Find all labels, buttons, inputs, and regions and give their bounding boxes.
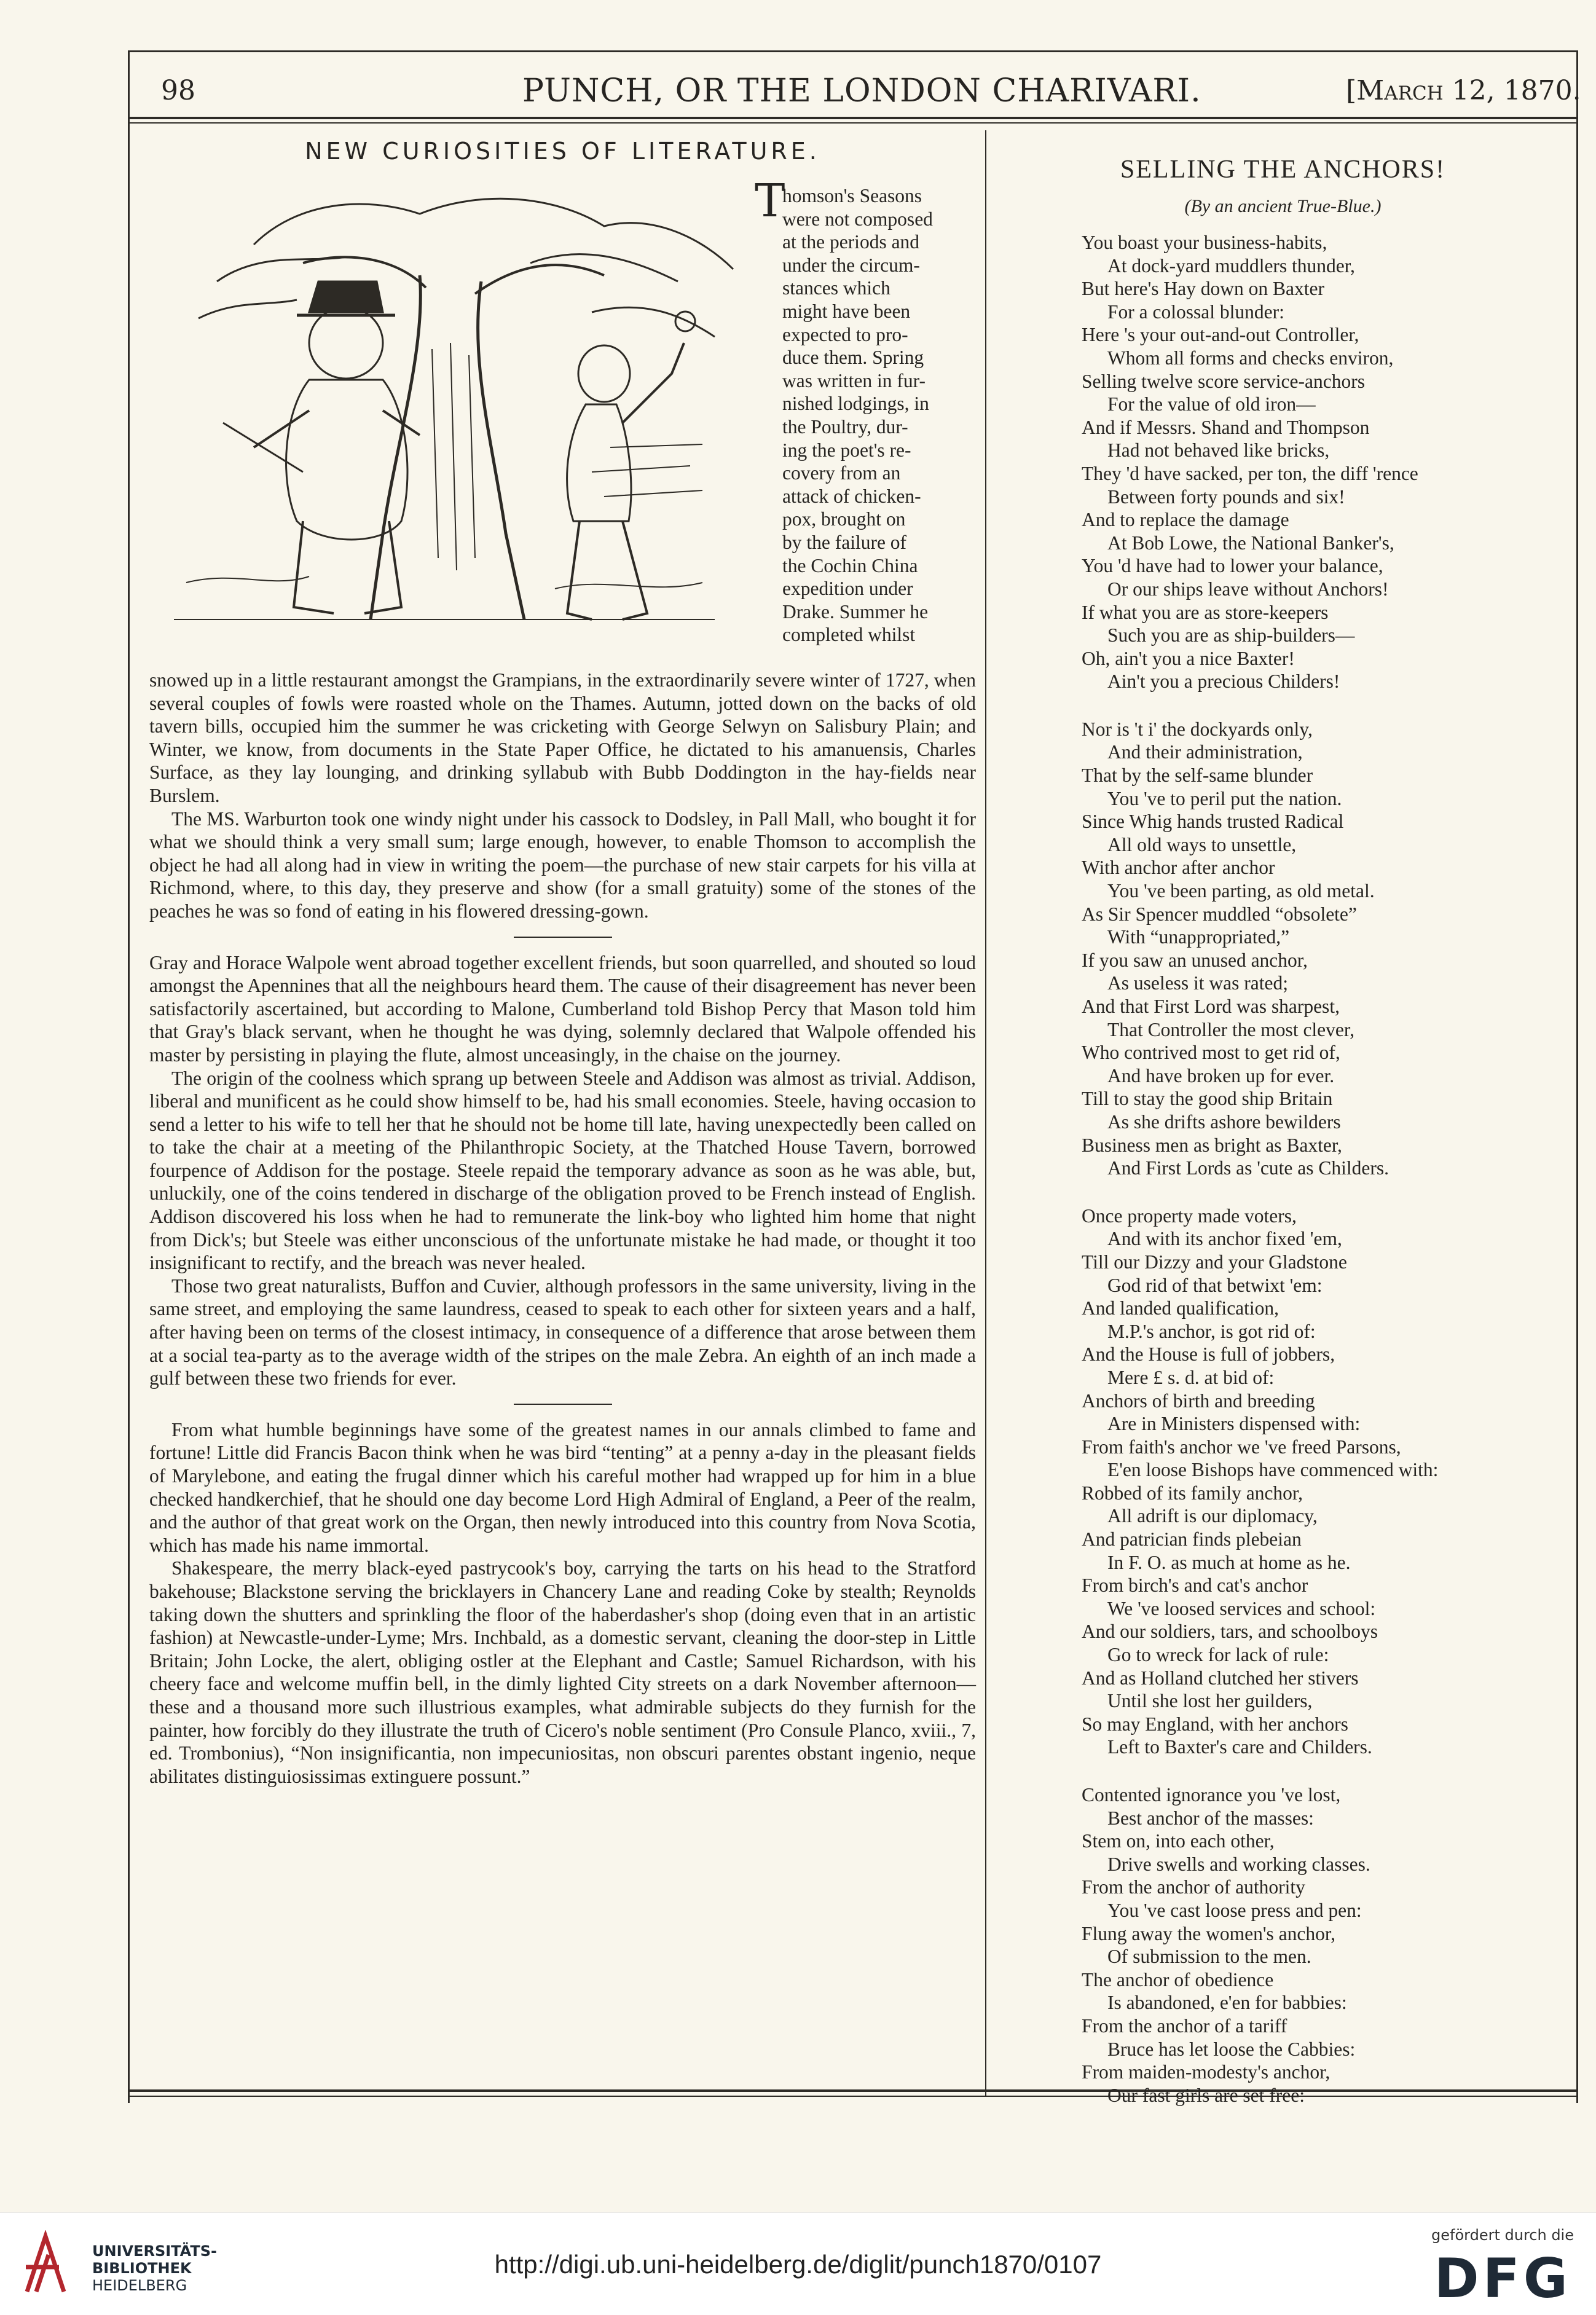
poem-line: You 've cast loose press and pen: — [1107, 1899, 1362, 1921]
poem-line: From the anchor of authority — [1082, 1876, 1305, 1898]
poem-line: From faith's anchor we 've freed Parsons, — [1082, 1436, 1401, 1458]
header-underline-thick — [128, 117, 1578, 119]
funded-by-label: gefördert durch die — [1431, 2227, 1574, 2244]
poem-line: And if Messrs. Shand and Thompson — [1082, 416, 1370, 438]
poem-line: Till our Dizzy and your Gladstone — [1082, 1251, 1347, 1273]
poem-stanza — [1082, 1205, 1567, 1759]
dfg-logo: DFG — [1434, 2247, 1571, 2310]
poem-line: And landed qualification, — [1082, 1297, 1280, 1319]
poem-line: From the anchor of a tariff — [1082, 2014, 1287, 2037]
stanza-gap — [1082, 1180, 1567, 1205]
poem-line: That Controller the most clever, — [1107, 1018, 1354, 1040]
poem-line: At Bob Lowe, the National Banker's, — [1107, 532, 1394, 554]
wrap-line: attack of chicken- — [782, 485, 921, 507]
poem-line: At dock-yard muddlers thunder, — [1107, 254, 1355, 277]
poem-line: Till to stay the good ship Britain — [1082, 1088, 1333, 1110]
poem-line: M.P.'s anchor, is got rid of: — [1107, 1320, 1316, 1342]
poem-line: Our fast girls are set free: — [1107, 2084, 1305, 2106]
poem-line: Anchors of birth and breeding — [1082, 1389, 1315, 1412]
poem-line: Oh, ain't you a nice Baxter! — [1082, 647, 1295, 669]
poem-line: Is abandoned, e'en for babbies: — [1107, 1992, 1347, 2014]
poem-line: If what you are as store-keepers — [1082, 601, 1329, 623]
wrap-line: duce them. Spring — [782, 347, 924, 369]
poem-line: You 've to peril put the nation. — [1107, 787, 1342, 809]
poem-line: Of submission to the men. — [1107, 1946, 1311, 1968]
paragraph: The origin of the coolness which sprang up between Steele and Addison was almost as trivial. Addison, liberal and munificent as he could show himself to be, had his small economies. Steele, having occasion to send a letter to his wife to tell her that he should not be home till late, having unexpectedly been called on to take the chair at a meeting of the Philanthropic Society, at the Thatched House Tavern, borrowed fourpence of Addison for the postage. Steele repaid the temporary advance as soon as he was able, but, unluckily, one of the coins tendered in discharge of the obligation proved to be French instead of English. Addison discovered his loss when he had to remunerate the link-boy who lighted him home that night from Dick's; but Steele was either unconscious of the unfortunate mistake he had made, or thought it too insignificant to rectify, and the breach was never healed. — [149, 1067, 976, 1274]
poem-line: As she drifts ashore bewilders — [1107, 1110, 1341, 1133]
paragraph: Shakespeare, the merry black-eyed pastrycook's boy, carrying the tarts on his head to the Stratford bakehouse; Blackstone serving the bricklayers in Chancery Lane and reading Coke by stealth; Reynolds taking down the shutters and sprinkling the floor of the haberdasher's shop (doing even that in an artistic fashion) at Newcastle-under-Lyme; Mrs. Inchbald, as a domestic servant, cleaning the door-step in Little Britain; John Locke, the alert, obliging ostler at the Elephant and Castle; Samuel Richardson, with his cheery face and welcome muffin bell, in the dimly lighted City streets on a dark November afternoon—these and a thousand more such illustrious examples, what admirable subjects do they furnish for the painter, how forcibly do they illustrate the truth of Cicero's noble sentiment (Pro Consule Planco, xviii., 7, ed. Trombonius), “Non insignificantia, non impecuniositas, non obscuri parentes obstant ingenio, neque abilitates distinguiosissimas extinguere possunt.” — [149, 1557, 976, 1787]
poem-line: Until she lost her guilders, — [1107, 1690, 1313, 1712]
wrap-line: expedition under — [782, 578, 913, 600]
poem-line: And have broken up for ever. — [1107, 1064, 1335, 1087]
poem-line: Left to Baxter's care and Childers. — [1107, 1736, 1372, 1758]
poem-line: All old ways to unsettle, — [1107, 833, 1297, 855]
wrap-line: might have been — [782, 300, 911, 322]
poem-line: Ain't you a precious Childers! — [1107, 670, 1340, 693]
journal-title: PUNCH, OR THE LONDON CHARIVARI. — [522, 73, 1201, 109]
poem-line: They 'd have sacked, per ton, the diff 'rence — [1082, 462, 1418, 484]
wrap-line: expected to pro- — [782, 323, 908, 345]
poem-stanzas — [999, 231, 1567, 2107]
paragraph: From what humble beginnings have some of the greatest names in our annals climbed to fame and fortune! Little did Francis Bacon think when he was bird “tenting” at a penny a-day in the pleasant fields of Marylebone, and eating the frugal dinner which his careful mother had wrapped up for him in a blue checked handkerchief, that he should one day become Lord High Admiral of England, a Peer of the realm, and the author of that great work on the Organ, then newly introduced into this country from Nova Scotia, which has made his name immortal. — [149, 1418, 976, 1556]
poem-line: If you saw an unused anchor, — [1082, 949, 1308, 971]
issue-date: [March 12, 1870. — [1346, 75, 1581, 106]
paragraph: Gray and Horace Walpole went abroad together excellent friends, but soon quarrelled, and shouted so loud amongst the Apennines that all the neighbours heard them. The cause of their disagreement has never been satisfactorily ascertained, but according to Malone, Cumberland told Bishop Percy that Mason told him that Gray's black servant, when he thought he was dying, solemnly declared that Walpole offended his master by persisting in playing the flute, almost unceasingly, in the chaise on the journey. — [149, 951, 976, 1066]
poem-line: Are in Ministers dispensed with: — [1107, 1413, 1361, 1435]
poem-line: For a colossal blunder: — [1107, 301, 1284, 323]
wrap-line: was written in fur- — [782, 369, 926, 391]
poem-line: Stem on, into each other, — [1082, 1830, 1275, 1852]
poem-line: The anchor of obedience — [1082, 1968, 1274, 1991]
wrap-line: the Poultry, dur- — [782, 415, 908, 438]
poem-line: Here 's your out-and-out Controller, — [1082, 324, 1359, 346]
poem-line: You 've been parting, as old metal. — [1107, 880, 1375, 902]
poem-line: And our soldiers, tars, and schoolboys — [1082, 1621, 1378, 1643]
poem-line: And as Holland clutched her stivers — [1082, 1667, 1359, 1689]
section-divider — [514, 1404, 612, 1405]
poem-line: So may England, with her anchors — [1082, 1713, 1348, 1735]
poem-line: E'en loose Bishops have commenced with: — [1107, 1459, 1439, 1481]
library-name-line2: BIBLIOTHEK — [92, 2260, 192, 2277]
left-border-rule — [128, 50, 130, 2103]
poem-subtitle: (By an ancient True-Blue.) — [1184, 196, 1382, 216]
wrap-line: pox, brought on — [782, 508, 906, 530]
wrap-line: Drake. Summer he — [782, 600, 929, 623]
right-column — [999, 136, 1567, 2107]
wrap-line: completed whilst — [782, 624, 916, 646]
library-name-line1: UNIVERSITÄTS- — [92, 2242, 218, 2260]
poem-line: Robbed of its family anchor, — [1082, 1482, 1303, 1504]
library-name-line3: HEIDELBERG — [92, 2277, 187, 2294]
poem-line: Go to wreck for lack of rule: — [1107, 1644, 1329, 1666]
poem-line: Once property made voters, — [1082, 1205, 1297, 1227]
opening-block — [149, 175, 976, 669]
poem-line: We 've loosed services and school: — [1107, 1597, 1376, 1619]
poem-line: In F. O. as much at home as he. — [1107, 1551, 1351, 1573]
poem-line: You boast your business-habits, — [1082, 232, 1327, 253]
header-underline-thin — [128, 122, 1578, 124]
poem-line: And patrician finds plebeian — [1082, 1528, 1302, 1551]
poem-line: Nor is 't i' the dockyards only, — [1082, 718, 1313, 740]
paragraph: snowed up in a little restaurant amongst the Grampians, in the extraordinarily severe winter of 1727, when several couples of fowls were roasted whole on the Thames. Autumn, jotted down on the backs of old tavern bills, occupied him the summer he was cricketing with George Selwyn on Salisbury Plain; and Winter, we know, from documents in the State Paper Office, he dictated to his amanuensis, Charles Surface, as they lay lounging, and drinking syllabub with Bubb Doddington in the hay-fields near Burslem. — [149, 669, 976, 806]
poem-line: From maiden-modesty's anchor, — [1082, 2061, 1331, 2083]
poem-line: Who contrived most to get rid of, — [1082, 1042, 1340, 1064]
poem-line: Whom all forms and checks environ, — [1107, 347, 1394, 369]
drop-cap: T — [755, 175, 785, 227]
poem-line: Business men as bright as Baxter, — [1082, 1134, 1342, 1156]
tree-illustration — [162, 189, 752, 638]
wrap-line: under the circum- — [782, 254, 920, 276]
poem-line: That by the self-same blunder — [1082, 764, 1313, 787]
poem-line: And that First Lord was sharpest, — [1082, 996, 1340, 1017]
wrap-line: covery from an — [782, 462, 901, 484]
stanza-gap — [1082, 1759, 1567, 1783]
poem-line: Bruce has let loose the Cabbies: — [1107, 2038, 1356, 2060]
poem-line: Flung away the women's anchor, — [1082, 1922, 1335, 1944]
wrap-line: stances which — [782, 277, 890, 299]
poem-line: As useless it was rated; — [1107, 972, 1288, 994]
poem-line: And to replace the damage — [1082, 509, 1289, 531]
poem-line: And the House is full of jobbers, — [1082, 1343, 1335, 1366]
poem-line: And First Lords as 'cute as Childers. — [1107, 1157, 1389, 1179]
poem-line: As Sir Spencer muddled “obsolete” — [1082, 903, 1357, 925]
poem-line: From birch's and cat's anchor — [1082, 1574, 1308, 1597]
page-number: 98 — [161, 75, 195, 106]
poem-line: With anchor after anchor — [1082, 857, 1275, 879]
poem-line: Best anchor of the masses: — [1107, 1807, 1314, 1829]
right-border-rule — [1576, 50, 1578, 2103]
wrap-line: ing the poet's re- — [782, 439, 911, 461]
wrap-line: homson's Seasons — [782, 185, 922, 206]
poem-stanza — [1082, 718, 1567, 1180]
top-border-rule — [128, 50, 1578, 52]
poem-line: For the value of old iron— — [1107, 393, 1316, 415]
poem-line: And with its anchor fixed 'em, — [1107, 1228, 1342, 1250]
digitization-footer — [0, 2212, 1596, 2315]
section-divider — [514, 937, 612, 938]
paragraph: The MS. Warburton took one windy night under his cassock to Dodsley, in Pall Mall, who bought it for what we should think a very small sum; large enough, however, to enable Thomson to accomplish the object he had all along had in view in writing the poem—the purchase of new stair carpets for his villa at Richmond, where, to this day, they preserve and show (for a small gratuity) some of the stones of the peaches he was so fond of eating in his flowered dressing-gown. — [149, 808, 976, 922]
poem-title: SELLING THE ANCHORS! — [1120, 155, 1446, 184]
paragraph: Those two great naturalists, Buffon and Cuvier, although professors in the same university, living in the same street, and employing the same laundress, ceased to speak to each other for sixteen years and a half, after having been on terms of the closest intimacy, in consequence of a difference that arose between them at a social tea-party as to the average width of the stripes on the male Zebra. An eighth of an inch made a gulf between these two friends for ever. — [149, 1275, 976, 1389]
poem-stanza — [1082, 1783, 1567, 2107]
poem-line: But here's Hay down on Baxter — [1082, 278, 1324, 300]
column-divider — [985, 130, 986, 2097]
poem-line: Mere £ s. d. at bid of: — [1107, 1366, 1275, 1388]
poem-line: God rid of that betwixt 'em: — [1107, 1274, 1323, 1296]
wrap-line: at the periods and — [782, 231, 920, 253]
poem-line: Since Whig hands trusted Radical — [1082, 811, 1344, 833]
wrap-line: nished lodgings, in — [782, 393, 929, 415]
wrap-line: by the failure of — [782, 531, 907, 553]
poem-line: Such you are as ship-builders— — [1107, 624, 1355, 647]
stanza-gap — [1082, 693, 1567, 718]
poem-line: You 'd have had to lower your balance, — [1082, 555, 1383, 577]
poem-line: Contented ignorance you 've lost, — [1082, 1784, 1341, 1806]
wrap-line: the Cochin China — [782, 554, 918, 576]
poem-line: All adrift is our diplomacy, — [1107, 1505, 1318, 1527]
source-url-link[interactable]: http://digi.ub.uni-heidelberg.de/diglit/punch1870/0107 — [494, 2250, 1102, 2279]
poem-line: Drive swells and working classes. — [1107, 1853, 1370, 1875]
poem-line: With “unappropriated,” — [1107, 926, 1290, 948]
wrapped-text — [782, 184, 976, 647]
poem-line: And their administration, — [1107, 741, 1303, 763]
left-column — [149, 136, 976, 1788]
article-title: NEW CURIOSITIES OF LITERATURE. — [305, 138, 820, 165]
poem-line: Between forty pounds and six! — [1107, 485, 1345, 508]
poem-line: Had not behaved like bricks, — [1107, 439, 1330, 462]
poem-line: Or our ships leave without Anchors! — [1107, 578, 1389, 600]
poem-stanza — [1082, 231, 1567, 693]
poem-line: Selling twelve score service-anchors — [1082, 370, 1365, 392]
wrap-line: were not composed — [782, 208, 933, 230]
